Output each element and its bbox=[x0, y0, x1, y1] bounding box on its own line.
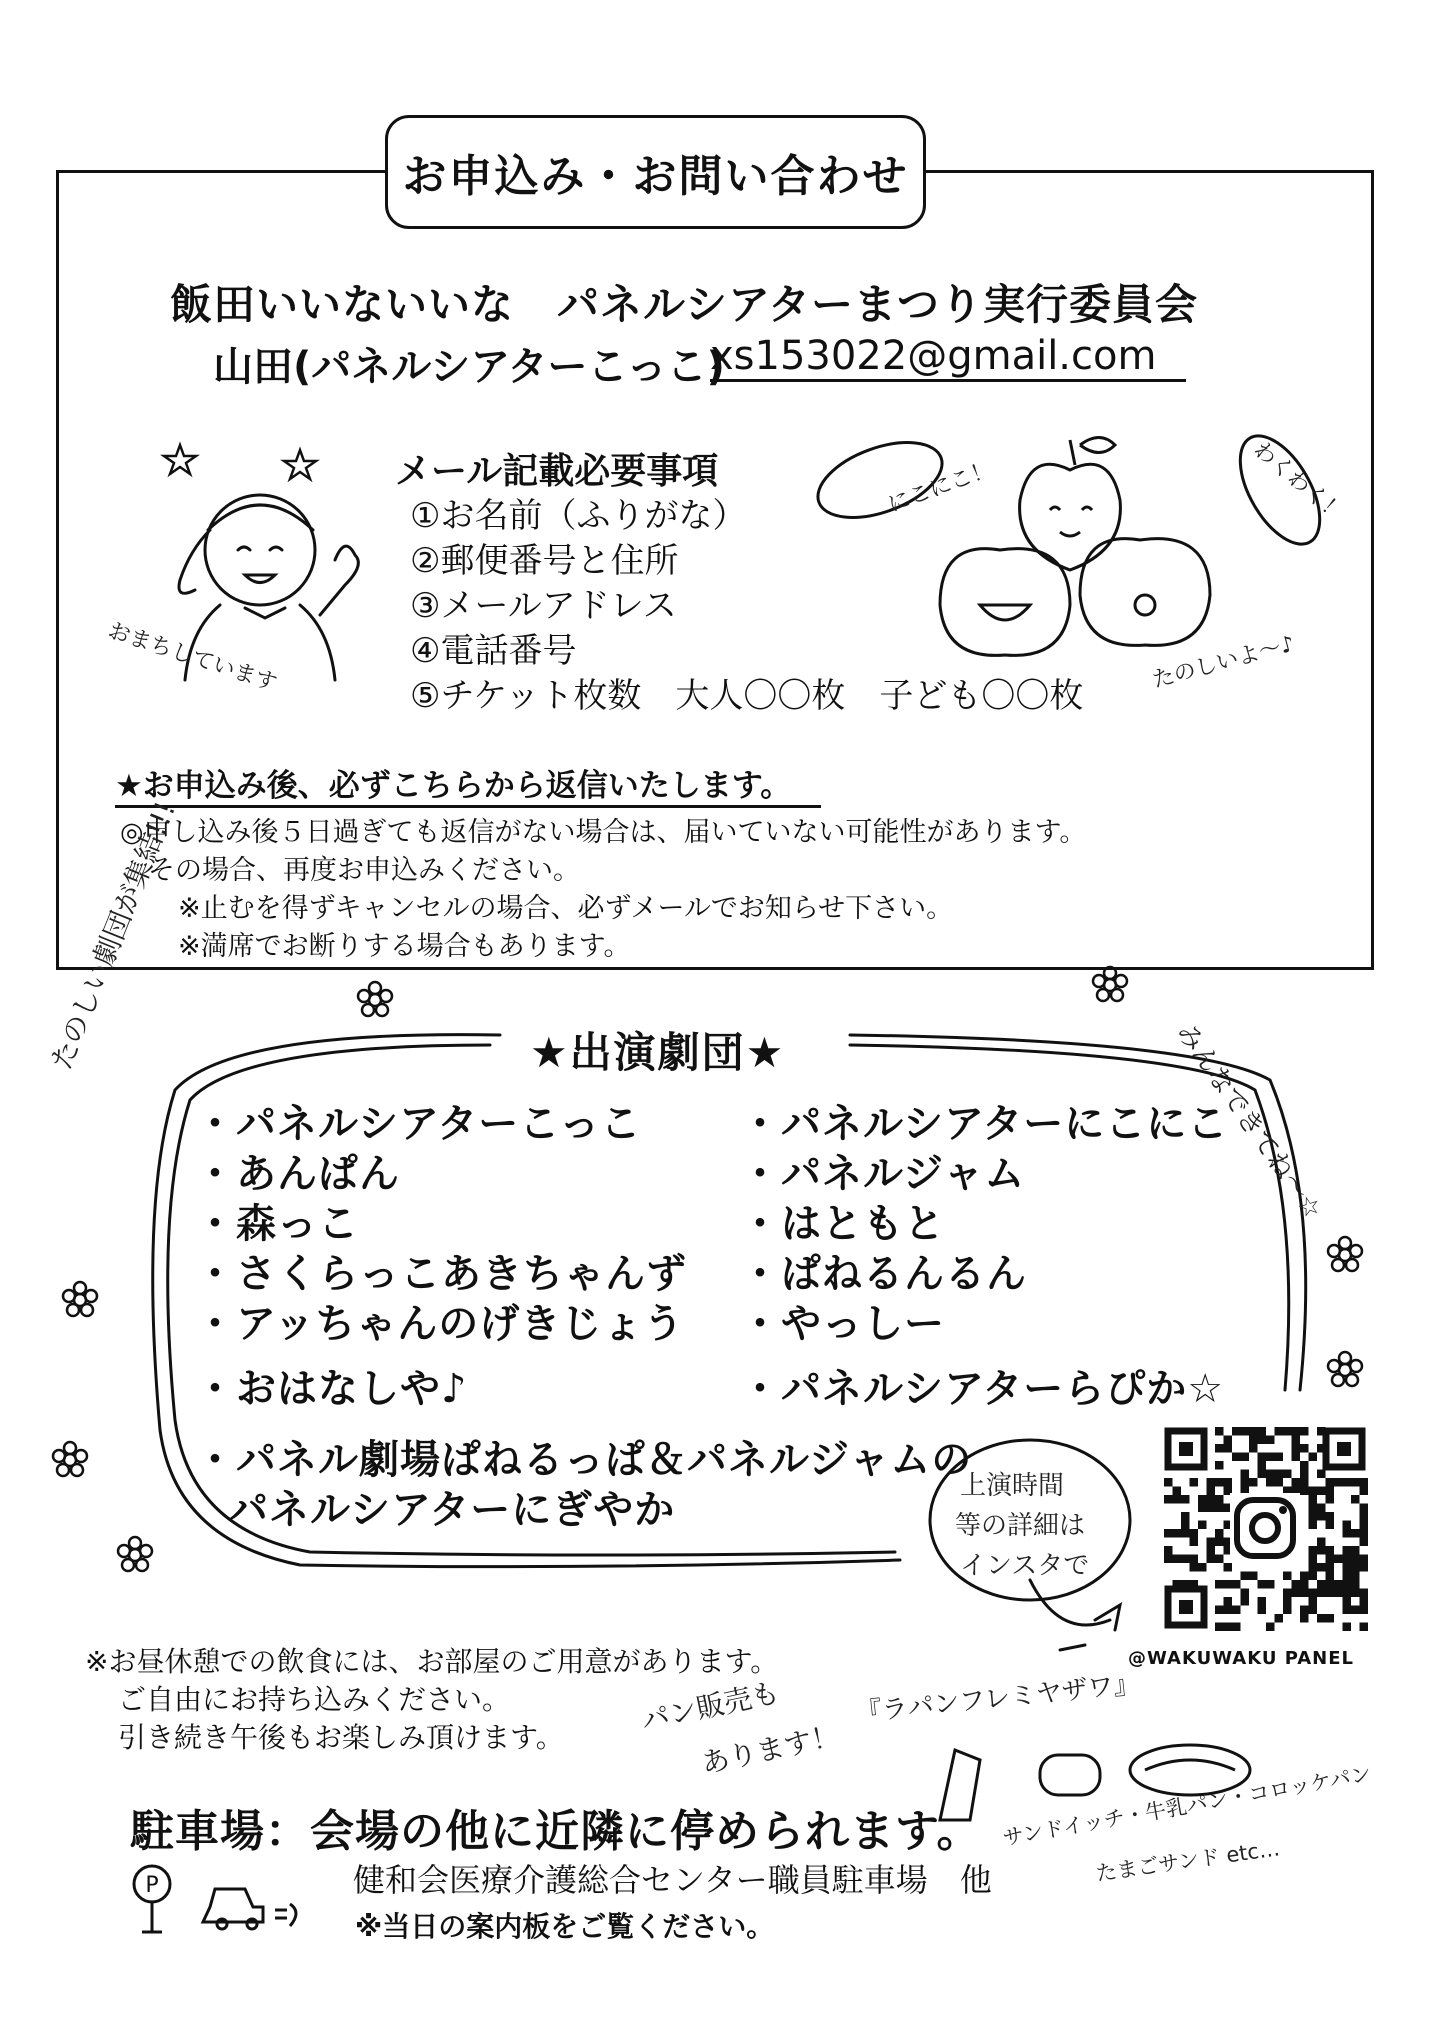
mail-requirement-item: ①お名前（ふりがな） bbox=[410, 496, 747, 536]
performers-title: ★出演劇団★ bbox=[530, 1028, 786, 1077]
insta-bubble-line: 上演時間 bbox=[960, 1471, 1065, 1501]
svg-text:P: P bbox=[145, 1873, 159, 1898]
organization-name: 飯田いいないいな パネルシアターまつり実行委員会 bbox=[170, 280, 1199, 329]
performer-item: ・はともと bbox=[740, 1201, 945, 1247]
speech-girl: おまちしています bbox=[104, 618, 280, 697]
performer-item: ・森っこ bbox=[195, 1201, 359, 1247]
performer-item: ・おはなしや♪ bbox=[195, 1366, 468, 1412]
note-line: その場合、再度お申込みください。 bbox=[148, 855, 580, 886]
instagram-qr-code[interactable] bbox=[1162, 1425, 1368, 1631]
instagram-label: @WAKUWAKU PANEL bbox=[1128, 1648, 1355, 1669]
performer-item: ・あんぱん bbox=[195, 1151, 400, 1197]
contact-person: 山田(パネルシアターこっこ) bbox=[213, 344, 725, 390]
note-line: ※満席でお断りする場合もあります。 bbox=[178, 931, 631, 962]
performer-item: ・パネルジャム bbox=[740, 1151, 1026, 1197]
mail-requirements-title: メール記載必要事項 bbox=[395, 451, 719, 492]
mail-requirement-item: ②郵便番号と住所 bbox=[410, 541, 679, 581]
bread-items-line: サンドイッチ・牛乳パン・コロッケパン bbox=[1000, 1761, 1374, 1851]
mail-requirement-item: ④電話番号 bbox=[410, 631, 577, 671]
parking-sign-car-illustration bbox=[130, 1862, 330, 1942]
performer-item: ・やっしー bbox=[740, 1301, 945, 1347]
note-line: ※止むを得ずキャンセルの場合、必ずメールでお知らせ下さい。 bbox=[178, 893, 954, 924]
parking-place: 健和会医療介護総合センター職員駐車場 他 bbox=[353, 1861, 992, 1899]
contact-title: お申込み・お問い合わせ bbox=[385, 115, 926, 229]
reply-notice: ★お申込み後、必ずこちらから返信いたします。 bbox=[115, 760, 821, 808]
insta-bubble-line: 等の詳細は bbox=[955, 1511, 1086, 1541]
performer-item: ・さくらっこあきちゃんず bbox=[195, 1251, 687, 1297]
bakery-name: 『ラパンフレミヤザワ』 bbox=[854, 1669, 1142, 1729]
car-icon bbox=[203, 1889, 263, 1922]
performer-item-joint: ・パネル劇場ぱねるっぱ＆パネルジャムの bbox=[195, 1437, 973, 1483]
lunch-note: 引き続き午後もお楽しみ頂けます。 bbox=[118, 1721, 564, 1754]
side-text-left: たのしい劇団が集結!!! bbox=[44, 796, 183, 1075]
mail-requirement-item: ⑤チケット枚数 大人〇〇枚 子ども〇〇枚 bbox=[410, 676, 1084, 716]
insta-bubble-line: インスタで bbox=[960, 1551, 1090, 1581]
lunch-note: ご自由にお持ち込みください。 bbox=[118, 1683, 511, 1716]
performer-item: ・パネルシアターこっこ bbox=[195, 1101, 642, 1147]
side-text-right: みんなできてね〜☆ bbox=[1170, 1018, 1328, 1226]
note-line: ◎申し込み後５日過ぎても返信がない場合は、届いていない可能性があります。 bbox=[120, 817, 1087, 848]
bread-sale-line: パン販売も bbox=[638, 1675, 783, 1738]
contact-email[interactable]: xs153022@gmail.com bbox=[710, 333, 1186, 382]
parking-note: ※当日の案内板をご覧ください。 bbox=[355, 1910, 775, 1943]
bread-sale-line: あります！ bbox=[698, 1718, 843, 1781]
lunch-note: ※お昼休憩での飲食には、お部屋のご用意があります。 bbox=[85, 1645, 779, 1678]
performer-item-joint-line2: パネルシアターにぎやか bbox=[228, 1487, 676, 1533]
performer-item: ・パネルシアターらぴか☆ bbox=[740, 1366, 1225, 1412]
bread-items-line: たまごサンド etc… bbox=[1094, 1836, 1282, 1886]
mail-requirement-item: ③メールアドレス bbox=[410, 586, 677, 626]
speech-nikoniko: にこにこ！ bbox=[884, 456, 997, 518]
speech-tanoshii: たのしいよ〜♪ bbox=[1149, 631, 1298, 694]
performer-item: ・パネルシアターにこにこ bbox=[740, 1101, 1229, 1147]
speech-wakuwaku: わくわく！ bbox=[1248, 437, 1349, 527]
performer-item: ・ぱねるんるん bbox=[740, 1251, 1027, 1297]
parking-title: 駐車場：会場の他に近隣に停められます。 bbox=[130, 1806, 982, 1857]
performer-item: ・アッちゃんのげきじょう bbox=[195, 1301, 685, 1347]
